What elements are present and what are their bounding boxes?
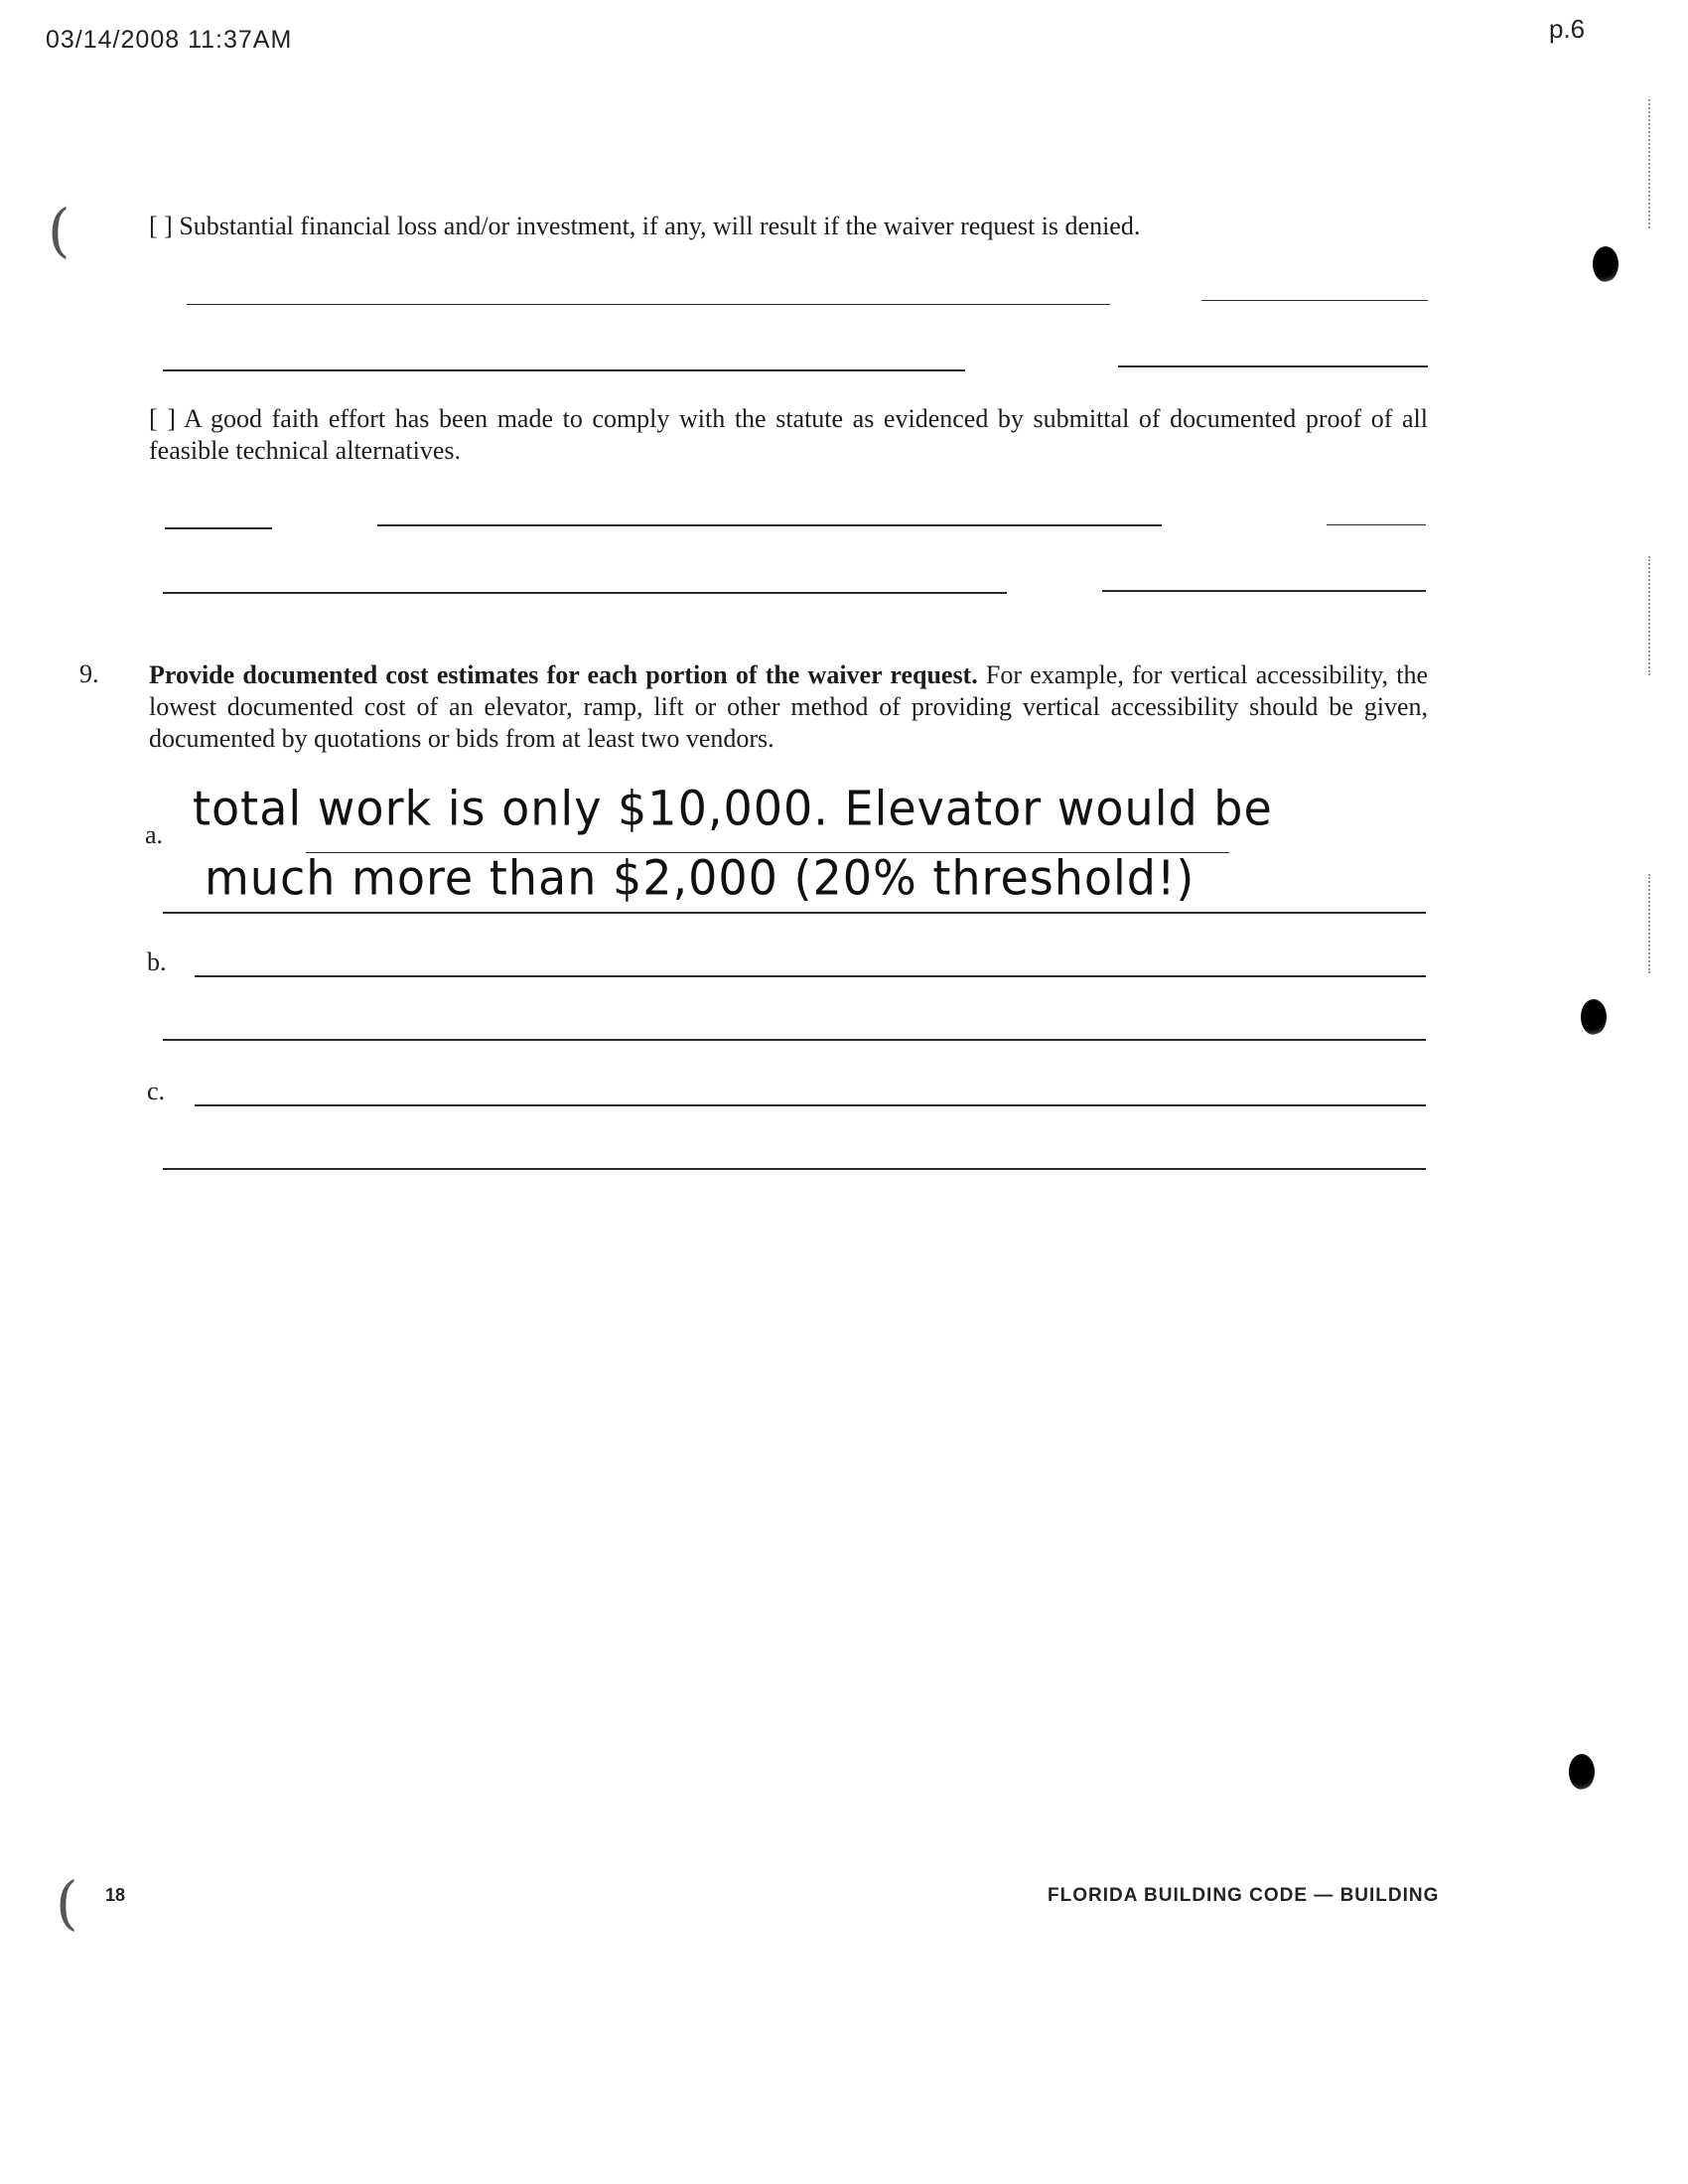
footer-title: FLORIDA BUILDING CODE — BUILDING — [1048, 1885, 1440, 1906]
answer-line — [1102, 590, 1426, 592]
page-label: p.6 — [1549, 14, 1586, 44]
answer-line — [163, 912, 1426, 914]
scan-edge-dots-1 — [1648, 99, 1650, 228]
answer-line — [163, 369, 965, 371]
answer-line — [165, 527, 272, 529]
item-letter-b: b. — [147, 947, 167, 976]
handwritten-answer-line-1: total work is only $10,000. Elevator would be — [193, 780, 1273, 836]
answer-line — [377, 524, 1162, 526]
answer-line — [1118, 365, 1428, 367]
item-letter-a: a. — [145, 820, 164, 849]
answer-line — [195, 975, 1426, 977]
scan-mark-left-bottom: ( — [56, 1869, 78, 1937]
handwritten-answer-line-2: much more than $2,000 (20% threshold!) — [205, 849, 1196, 906]
answer-line — [163, 592, 1007, 594]
answer-line — [195, 1104, 1426, 1106]
question-9-instructions: For example, for vertical accessibility, the lowest documented cost of an elevator, ramp, lift or other method of providing vertical accessibility should be given, documented by quotations or bids from at least two vendors. — [149, 660, 1428, 753]
answer-line — [163, 1039, 1426, 1041]
question-number-9: 9. — [79, 659, 99, 688]
punch-hole-bottom — [1569, 1754, 1595, 1790]
answer-line — [187, 304, 1110, 305]
question-9-heading: Provide documented cost estimates for each portion of the waiver request. — [149, 660, 978, 689]
answer-line — [1201, 300, 1428, 301]
footer-page-number: 18 — [105, 1885, 126, 1905]
answer-line — [163, 1168, 1426, 1170]
scan-mark-left-top: ( — [48, 197, 70, 264]
item-letter-c: c. — [147, 1077, 166, 1105]
checkbox-item-financial-loss: [ ] Substantial financial loss and/or investment, if any, will result if the waiver request is denied. — [149, 212, 1141, 240]
answer-line — [1327, 524, 1426, 525]
scan-edge-dots-3 — [1648, 874, 1650, 973]
punch-hole-top — [1593, 246, 1618, 282]
scan-edge-dots-2 — [1648, 556, 1650, 675]
checkbox-item-good-faith: [ ] A good faith effort has been made to comply with the statute as evidenced by submittal of documented proof of all feasible technical alternatives. — [149, 404, 1428, 465]
fax-timestamp: 03/14/2008 11:37AM — [46, 26, 293, 54]
question-9-text — [149, 659, 1428, 755]
punch-hole-middle — [1581, 999, 1607, 1035]
